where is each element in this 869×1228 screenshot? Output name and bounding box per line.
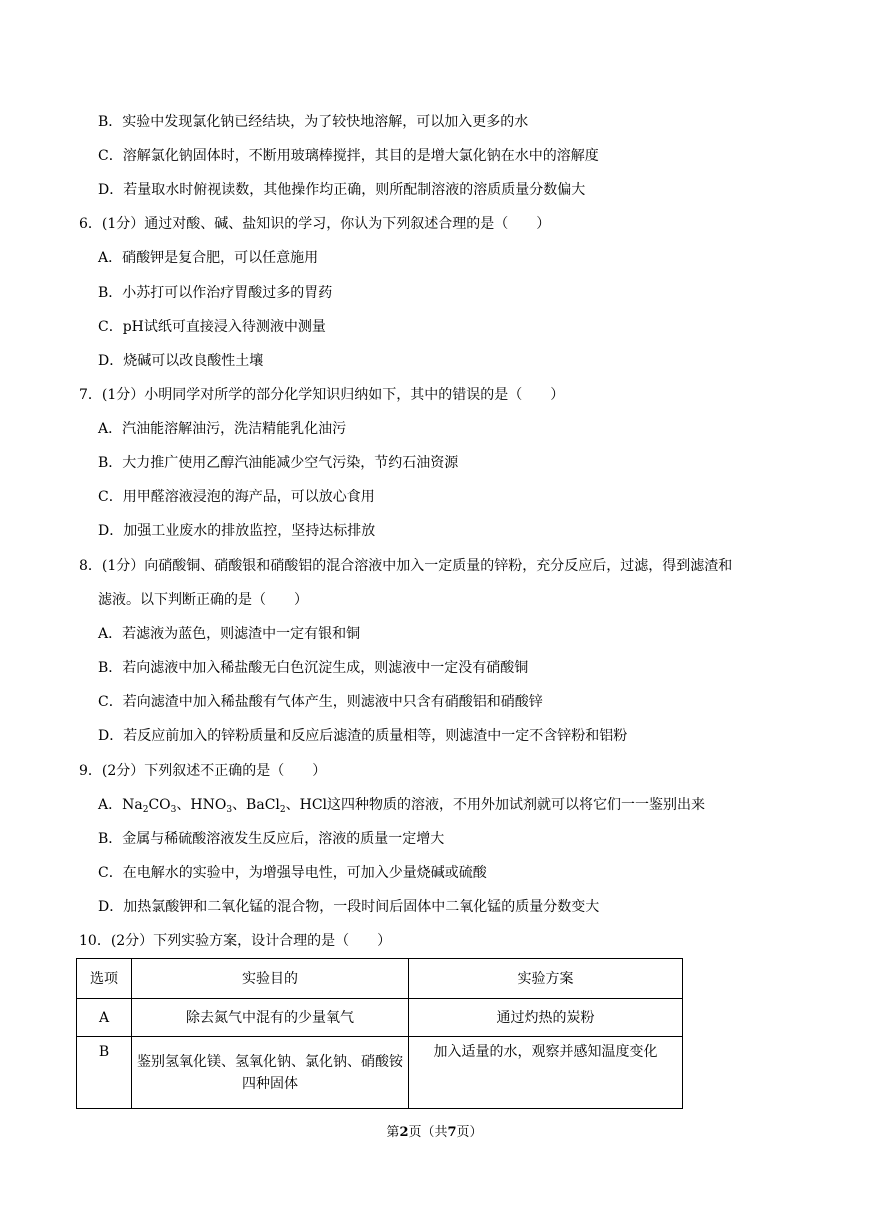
q9-a-mid1: CO (148, 797, 171, 813)
q8-stem-line2: 滤液。以下判断正确的是（ ） (98, 592, 308, 608)
q5-option-d: D．若量取水时俯视读数，其他操作均正确，则所配制溶液的溶质质量分数偏大 (98, 182, 586, 198)
q7-option-d: D．加强工业废水的排放监控，坚持达标排放 (98, 523, 376, 539)
experiment-table (76, 958, 683, 1109)
q5-option-b: B．实验中发现氯化钠已经结块，为了较快地溶解，可以加入更多的水 (98, 114, 529, 130)
footer-total-pages: 7 (447, 1125, 457, 1140)
q9-a-sub2: 3 (170, 805, 177, 815)
q9-stem: 9．(2分）下列叙述不正确的是（ ） (79, 763, 327, 779)
table-cell-plan: 加入适量的水，观察并感知温度变化 (409, 1037, 683, 1109)
q7-option-c: C．用甲醛溶液浸泡的海产品，可以放心食用 (98, 489, 375, 505)
footer-page-number: 2 (399, 1125, 409, 1140)
table-cell-option: B (77, 1037, 132, 1109)
q7-option-a: A．汽油能溶解油污，洗洁精能乳化油污 (98, 421, 347, 437)
q9-option-b: B．金属与稀硫酸溶液发生反应后，溶液的质量一定增大 (98, 831, 445, 847)
q8-stem-line1: 8．(1分）向硝酸铜、硝酸银和硝酸铝的混合溶液中加入一定质量的锌粉，充分反应后，过滤，得到滤渣和 (79, 558, 733, 574)
q9-a-prefix: A．Na (98, 797, 143, 813)
table-cell-plan: 通过灼热的炭粉 (409, 999, 683, 1037)
footer-pre: 第 (386, 1125, 400, 1140)
q6-option-d: D．烧碱可以改良酸性土壤 (98, 353, 264, 369)
footer-post: 页） (456, 1125, 483, 1140)
table-cell-purpose: 除去氮气中混有的少量氧气 (132, 999, 409, 1037)
table-header-option: 选项 (77, 959, 132, 999)
q8-option-c: C．若向滤渣中加入稀盐酸有气体产生，则滤液中只含有硝酸铝和硝酸锌 (98, 694, 543, 710)
q6-option-b: B．小苏打可以作治疗胃酸过多的胃药 (98, 285, 333, 301)
table-row (77, 1037, 683, 1109)
q6-option-c: C．pH试纸可直接浸入待测液中测量 (98, 319, 326, 335)
table-row (77, 999, 683, 1037)
table-cell-option: A (77, 999, 132, 1037)
q9-a-sub3: 3 (226, 805, 233, 815)
q8-option-a: A．若滤液为蓝色，则滤渣中一定有银和铜 (98, 626, 361, 642)
table-header-row (77, 959, 683, 999)
q9-a-mid2: 、HNO (176, 797, 227, 813)
q10-stem: 10．(2分）下列实验方案，设计合理的是（ ） (79, 933, 392, 949)
q9-a-sub4: 2 (279, 805, 286, 815)
q9-a-sub1: 2 (142, 805, 149, 815)
q7-stem: 7．(1分）小明同学对所学的部分化学知识归纳如下，其中的错误的是（ ） (79, 387, 565, 403)
q9-option-a (98, 795, 705, 815)
table-header-plan: 实验方案 (409, 959, 683, 999)
q5-option-c: C．溶解氯化钠固体时，不断用玻璃棒搅拌，其目的是增大氯化钠在水中的溶解度 (98, 148, 599, 164)
q9-option-c: C．在电解水的实验中，为增强导电性，可加入少量烧碱或硫酸 (98, 865, 487, 881)
q8-option-d: D．若反应前加入的锌粉质量和反应后滤渣的质量相等，则滤渣中一定不含锌粉和铝粉 (98, 728, 628, 744)
q9-a-tail: 、HCl这四种物质的溶液，不用外加试剂就可以将它们一一鉴别出来 (285, 797, 706, 813)
q6-stem: 6．(1分）通过对酸、碱、盐知识的学习，你认为下列叙述合理的是（ ） (79, 216, 551, 232)
footer-mid: 页（共 (408, 1125, 448, 1140)
q9-a-mid3: 、BaCl (232, 797, 280, 813)
q8-option-b: B．若向滤液中加入稀盐酸无白色沉淀生成，则滤液中一定没有硝酸铜 (98, 660, 529, 676)
q9-option-d: D．加热氯酸钾和二氧化锰的混合物，一段时间后固体中二氧化锰的质量分数变大 (98, 899, 600, 915)
page-footer (0, 1121, 869, 1140)
table-header-purpose: 实验目的 (132, 959, 409, 999)
q6-option-a: A．硝酸钾是复合肥，可以任意施用 (98, 250, 319, 266)
q7-option-b: B．大力推广使用乙醇汽油能减少空气污染，节约石油资源 (98, 455, 459, 471)
table-cell-purpose: 鉴别氢氧化镁、氢氧化钠、氯化钠、硝酸铵四种固体 (132, 1037, 409, 1109)
